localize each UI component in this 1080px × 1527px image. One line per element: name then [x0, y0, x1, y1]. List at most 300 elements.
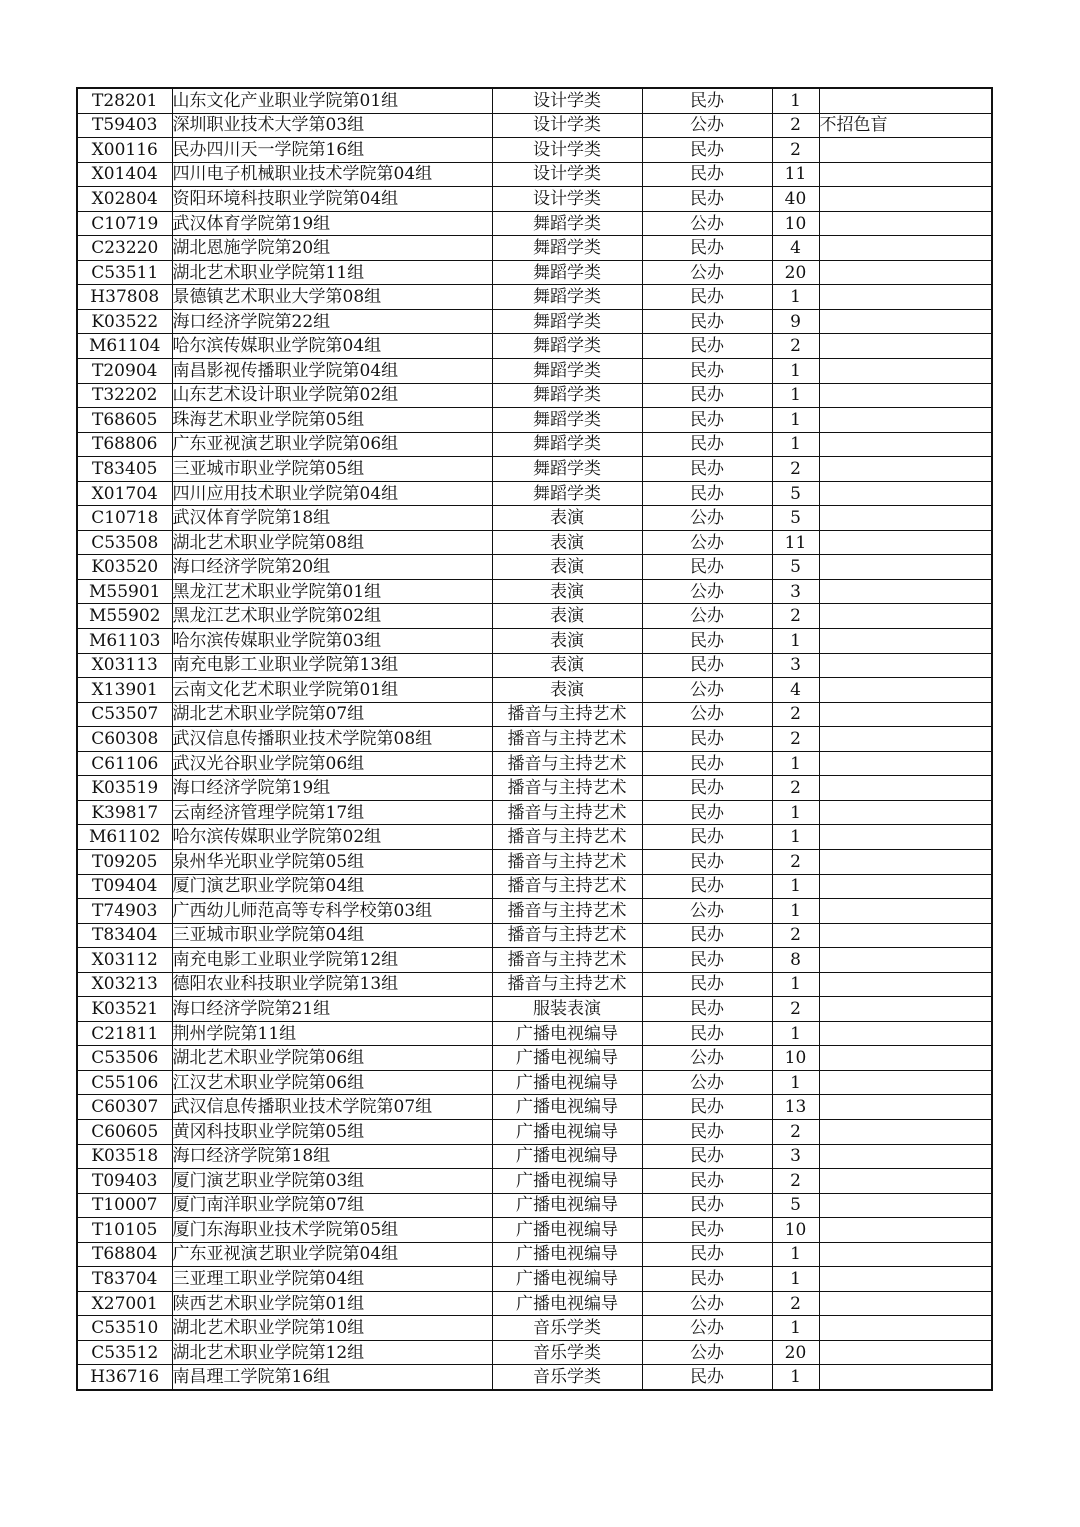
- plan-count-cell: 3: [772, 579, 819, 604]
- school-type-cell: 民办: [642, 1169, 772, 1194]
- school-group-cell: 南昌理工学院第16组: [172, 1365, 492, 1390]
- school-group-cell: 湖北恩施学院第20组: [172, 236, 492, 261]
- group-code-cell: C10718: [77, 506, 172, 531]
- school-group-cell: 武汉信息传播职业技术学院第08组: [172, 727, 492, 752]
- major-category-cell: 舞蹈学类: [492, 260, 642, 285]
- enrollment-table: [76, 87, 993, 1391]
- plan-count-cell: 5: [772, 481, 819, 506]
- school-group-cell: 民办四川天一学院第16组: [172, 138, 492, 163]
- remark-cell: [819, 285, 992, 310]
- school-group-cell: 武汉体育学院第18组: [172, 506, 492, 531]
- table-row: [77, 334, 992, 359]
- plan-count-cell: 5: [772, 1193, 819, 1218]
- major-category-cell: 播音与主持艺术: [492, 874, 642, 899]
- remark-cell: [819, 776, 992, 801]
- table-row: [77, 530, 992, 555]
- group-code-cell: T10007: [77, 1193, 172, 1218]
- school-type-cell: 民办: [642, 162, 772, 187]
- table-row: [77, 138, 992, 163]
- school-type-cell: 民办: [642, 138, 772, 163]
- school-group-cell: 云南经济管理学院第17组: [172, 800, 492, 825]
- school-group-cell: 资阳环境科技职业学院第04组: [172, 187, 492, 212]
- table-row: [77, 88, 992, 113]
- plan-count-cell: 10: [772, 211, 819, 236]
- remark-cell: [819, 604, 992, 629]
- table-row: [77, 923, 992, 948]
- remark-cell: [819, 506, 992, 531]
- major-category-cell: 表演: [492, 604, 642, 629]
- plan-count-cell: 1: [772, 432, 819, 457]
- plan-count-cell: 2: [772, 702, 819, 727]
- group-code-cell: T32202: [77, 383, 172, 408]
- group-code-cell: X03113: [77, 653, 172, 678]
- table-row: [77, 874, 992, 899]
- group-code-cell: K03518: [77, 1144, 172, 1169]
- school-type-cell: 民办: [642, 825, 772, 850]
- major-category-cell: 舞蹈学类: [492, 408, 642, 433]
- plan-count-cell: 2: [772, 923, 819, 948]
- school-type-cell: 公办: [642, 678, 772, 703]
- remark-cell: [819, 678, 992, 703]
- major-category-cell: 表演: [492, 653, 642, 678]
- table-row: [77, 972, 992, 997]
- remark-cell: [819, 899, 992, 924]
- school-group-cell: 四川电子机械职业技术学院第04组: [172, 162, 492, 187]
- school-group-cell: 江汉艺术职业学院第06组: [172, 1070, 492, 1095]
- group-code-cell: X13901: [77, 678, 172, 703]
- group-code-cell: C21811: [77, 1021, 172, 1046]
- plan-count-cell: 1: [772, 825, 819, 850]
- school-type-cell: 民办: [642, 309, 772, 334]
- major-category-cell: 广播电视编导: [492, 1193, 642, 1218]
- school-group-cell: 厦门演艺职业学院第03组: [172, 1169, 492, 1194]
- group-code-cell: C53511: [77, 260, 172, 285]
- group-code-cell: K03521: [77, 997, 172, 1022]
- plan-count-cell: 10: [772, 1046, 819, 1071]
- table-row: [77, 1193, 992, 1218]
- school-group-cell: 黑龙江艺术职业学院第01组: [172, 579, 492, 604]
- major-category-cell: 音乐学类: [492, 1365, 642, 1390]
- group-code-cell: C61106: [77, 751, 172, 776]
- school-type-cell: 民办: [642, 1021, 772, 1046]
- table-row: [77, 1095, 992, 1120]
- school-group-cell: 山东艺术设计职业学院第02组: [172, 383, 492, 408]
- school-type-cell: 公办: [642, 702, 772, 727]
- school-group-cell: 厦门东海职业技术学院第05组: [172, 1218, 492, 1243]
- major-category-cell: 播音与主持艺术: [492, 702, 642, 727]
- table-row: [77, 579, 992, 604]
- major-category-cell: 播音与主持艺术: [492, 849, 642, 874]
- remark-cell: [819, 1291, 992, 1316]
- major-category-cell: 播音与主持艺术: [492, 972, 642, 997]
- school-group-cell: 陕西艺术职业学院第01组: [172, 1291, 492, 1316]
- table-row: [77, 359, 992, 384]
- school-group-cell: 湖北艺术职业学院第07组: [172, 702, 492, 727]
- remark-cell: [819, 1193, 992, 1218]
- plan-count-cell: 40: [772, 187, 819, 212]
- school-type-cell: 民办: [642, 972, 772, 997]
- major-category-cell: 服装表演: [492, 997, 642, 1022]
- group-code-cell: M61103: [77, 629, 172, 654]
- major-category-cell: 舞蹈学类: [492, 481, 642, 506]
- group-code-cell: M55902: [77, 604, 172, 629]
- school-group-cell: 广东亚视演艺职业学院第06组: [172, 432, 492, 457]
- school-group-cell: 三亚城市职业学院第05组: [172, 457, 492, 482]
- remark-cell: [819, 727, 992, 752]
- remark-cell: [819, 948, 992, 973]
- plan-count-cell: 9: [772, 309, 819, 334]
- school-type-cell: 民办: [642, 285, 772, 310]
- school-type-cell: 民办: [642, 187, 772, 212]
- plan-count-cell: 2: [772, 604, 819, 629]
- school-type-cell: 公办: [642, 1291, 772, 1316]
- plan-count-cell: 1: [772, 383, 819, 408]
- major-category-cell: 舞蹈学类: [492, 309, 642, 334]
- plan-count-cell: 2: [772, 997, 819, 1022]
- group-code-cell: T10105: [77, 1218, 172, 1243]
- group-code-cell: X03213: [77, 972, 172, 997]
- major-category-cell: 舞蹈学类: [492, 285, 642, 310]
- remark-cell: [819, 1169, 992, 1194]
- plan-count-cell: 1: [772, 88, 819, 113]
- plan-count-cell: 2: [772, 1291, 819, 1316]
- group-code-cell: C60307: [77, 1095, 172, 1120]
- major-category-cell: 播音与主持艺术: [492, 751, 642, 776]
- school-group-cell: 景德镇艺术职业大学第08组: [172, 285, 492, 310]
- remark-cell: [819, 383, 992, 408]
- table-row: [77, 702, 992, 727]
- table-row: [77, 236, 992, 261]
- group-code-cell: T74903: [77, 899, 172, 924]
- school-type-cell: 民办: [642, 1218, 772, 1243]
- table-row: [77, 211, 992, 236]
- school-group-cell: 南充电影工业职业学院第13组: [172, 653, 492, 678]
- school-group-cell: 哈尔滨传媒职业学院第02组: [172, 825, 492, 850]
- plan-count-cell: 1: [772, 1365, 819, 1390]
- school-type-cell: 民办: [642, 359, 772, 384]
- remark-cell: [819, 849, 992, 874]
- major-category-cell: 舞蹈学类: [492, 236, 642, 261]
- table-row: [77, 1365, 992, 1390]
- table-row: [77, 1316, 992, 1341]
- group-code-cell: M55901: [77, 579, 172, 604]
- group-code-cell: T83405: [77, 457, 172, 482]
- remark-cell: [819, 555, 992, 580]
- table-row: [77, 800, 992, 825]
- table-row: [77, 604, 992, 629]
- remark-cell: [819, 629, 992, 654]
- major-category-cell: 表演: [492, 579, 642, 604]
- major-category-cell: 播音与主持艺术: [492, 899, 642, 924]
- group-code-cell: T83404: [77, 923, 172, 948]
- plan-count-cell: 2: [772, 457, 819, 482]
- remark-cell: [819, 359, 992, 384]
- remark-cell: [819, 1144, 992, 1169]
- plan-count-cell: 1: [772, 972, 819, 997]
- table-row: [77, 1218, 992, 1243]
- school-type-cell: 公办: [642, 1070, 772, 1095]
- group-code-cell: T68806: [77, 432, 172, 457]
- school-group-cell: 珠海艺术职业学院第05组: [172, 408, 492, 433]
- major-category-cell: 广播电视编导: [492, 1291, 642, 1316]
- remark-cell: [819, 138, 992, 163]
- school-type-cell: 公办: [642, 1340, 772, 1365]
- school-group-cell: 湖北艺术职业学院第08组: [172, 530, 492, 555]
- school-group-cell: 山东文化产业职业学院第01组: [172, 88, 492, 113]
- group-code-cell: K03519: [77, 776, 172, 801]
- major-category-cell: 舞蹈学类: [492, 211, 642, 236]
- plan-count-cell: 1: [772, 1021, 819, 1046]
- school-type-cell: 民办: [642, 383, 772, 408]
- remark-cell: [819, 334, 992, 359]
- school-type-cell: 公办: [642, 260, 772, 285]
- school-type-cell: 民办: [642, 800, 772, 825]
- remark-cell: [819, 825, 992, 850]
- plan-count-cell: 2: [772, 776, 819, 801]
- plan-count-cell: 3: [772, 1144, 819, 1169]
- group-code-cell: T68605: [77, 408, 172, 433]
- table-row: [77, 1046, 992, 1071]
- major-category-cell: 舞蹈学类: [492, 432, 642, 457]
- group-code-cell: M61102: [77, 825, 172, 850]
- remark-cell: [819, 88, 992, 113]
- remark-cell: [819, 923, 992, 948]
- major-category-cell: 广播电视编导: [492, 1144, 642, 1169]
- school-group-cell: 海口经济学院第21组: [172, 997, 492, 1022]
- remark-cell: [819, 211, 992, 236]
- remark-cell: [819, 530, 992, 555]
- school-type-cell: 民办: [642, 776, 772, 801]
- remark-cell: [819, 1046, 992, 1071]
- remark-cell: [819, 1242, 992, 1267]
- group-code-cell: C23220: [77, 236, 172, 261]
- school-group-cell: 武汉光谷职业学院第06组: [172, 751, 492, 776]
- plan-count-cell: 1: [772, 1267, 819, 1292]
- table-row: [77, 1340, 992, 1365]
- school-group-cell: 海口经济学院第19组: [172, 776, 492, 801]
- plan-count-cell: 1: [772, 800, 819, 825]
- major-category-cell: 播音与主持艺术: [492, 825, 642, 850]
- major-category-cell: 播音与主持艺术: [492, 800, 642, 825]
- remark-cell: [819, 874, 992, 899]
- table-row: [77, 1267, 992, 1292]
- major-category-cell: 表演: [492, 629, 642, 654]
- table-row: [77, 1070, 992, 1095]
- plan-count-cell: 11: [772, 530, 819, 555]
- school-type-cell: 民办: [642, 88, 772, 113]
- plan-count-cell: 11: [772, 162, 819, 187]
- school-type-cell: 民办: [642, 1193, 772, 1218]
- school-type-cell: 民办: [642, 1365, 772, 1390]
- table-row: [77, 629, 992, 654]
- group-code-cell: C53506: [77, 1046, 172, 1071]
- group-code-cell: X01404: [77, 162, 172, 187]
- major-category-cell: 广播电视编导: [492, 1070, 642, 1095]
- remark-cell: [819, 1021, 992, 1046]
- school-group-cell: 云南文化艺术职业学院第01组: [172, 678, 492, 703]
- school-group-cell: 黄冈科技职业学院第05组: [172, 1119, 492, 1144]
- group-code-cell: K03520: [77, 555, 172, 580]
- plan-count-cell: 1: [772, 874, 819, 899]
- school-group-cell: 厦门演艺职业学院第04组: [172, 874, 492, 899]
- remark-cell: [819, 408, 992, 433]
- group-code-cell: K03522: [77, 309, 172, 334]
- table-row: [77, 849, 992, 874]
- group-code-cell: T59403: [77, 113, 172, 138]
- remark-cell: [819, 187, 992, 212]
- major-category-cell: 设计学类: [492, 113, 642, 138]
- school-type-cell: 公办: [642, 530, 772, 555]
- table-row: [77, 825, 992, 850]
- remark-cell: [819, 162, 992, 187]
- school-group-cell: 荆州学院第11组: [172, 1021, 492, 1046]
- plan-count-cell: 1: [772, 1242, 819, 1267]
- school-group-cell: 武汉体育学院第19组: [172, 211, 492, 236]
- school-type-cell: 民办: [642, 997, 772, 1022]
- school-type-cell: 民办: [642, 555, 772, 580]
- group-code-cell: X27001: [77, 1291, 172, 1316]
- table-row: [77, 432, 992, 457]
- table-row: [77, 1144, 992, 1169]
- school-type-cell: 公办: [642, 899, 772, 924]
- plan-count-cell: 8: [772, 948, 819, 973]
- school-type-cell: 民办: [642, 1095, 772, 1120]
- group-code-cell: C55106: [77, 1070, 172, 1095]
- group-code-cell: X01704: [77, 481, 172, 506]
- table-row: [77, 776, 992, 801]
- remark-cell: [819, 1218, 992, 1243]
- school-type-cell: 民办: [642, 1242, 772, 1267]
- major-category-cell: 广播电视编导: [492, 1218, 642, 1243]
- remark-cell: [819, 997, 992, 1022]
- major-category-cell: 设计学类: [492, 138, 642, 163]
- table-row: [77, 727, 992, 752]
- plan-count-cell: 2: [772, 727, 819, 752]
- plan-count-cell: 1: [772, 1070, 819, 1095]
- school-type-cell: 公办: [642, 506, 772, 531]
- major-category-cell: 舞蹈学类: [492, 334, 642, 359]
- remark-cell: [819, 1267, 992, 1292]
- plan-count-cell: 2: [772, 334, 819, 359]
- major-category-cell: 舞蹈学类: [492, 383, 642, 408]
- major-category-cell: 表演: [492, 678, 642, 703]
- school-type-cell: 民办: [642, 457, 772, 482]
- remark-cell: [819, 236, 992, 261]
- plan-count-cell: 1: [772, 285, 819, 310]
- table-row: [77, 408, 992, 433]
- major-category-cell: 播音与主持艺术: [492, 948, 642, 973]
- school-group-cell: 四川应用技术职业学院第04组: [172, 481, 492, 506]
- plan-count-cell: 3: [772, 653, 819, 678]
- remark-cell: [819, 579, 992, 604]
- school-group-cell: 南昌影视传播职业学院第04组: [172, 359, 492, 384]
- school-type-cell: 民办: [642, 874, 772, 899]
- plan-count-cell: 1: [772, 899, 819, 924]
- table-row: [77, 1242, 992, 1267]
- major-category-cell: 广播电视编导: [492, 1242, 642, 1267]
- table-row: [77, 1169, 992, 1194]
- major-category-cell: 音乐学类: [492, 1340, 642, 1365]
- remark-cell: 不招色盲: [819, 113, 992, 138]
- table-row: [77, 899, 992, 924]
- remark-cell: [819, 702, 992, 727]
- group-code-cell: X02804: [77, 187, 172, 212]
- school-group-cell: 海口经济学院第22组: [172, 309, 492, 334]
- group-code-cell: X00116: [77, 138, 172, 163]
- group-code-cell: C53510: [77, 1316, 172, 1341]
- school-group-cell: 湖北艺术职业学院第10组: [172, 1316, 492, 1341]
- group-code-cell: T09205: [77, 849, 172, 874]
- school-type-cell: 民办: [642, 236, 772, 261]
- school-type-cell: 民办: [642, 849, 772, 874]
- school-group-cell: 南充电影工业职业学院第12组: [172, 948, 492, 973]
- school-type-cell: 民办: [642, 751, 772, 776]
- major-category-cell: 广播电视编导: [492, 1169, 642, 1194]
- major-category-cell: 音乐学类: [492, 1316, 642, 1341]
- school-group-cell: 武汉信息传播职业技术学院第07组: [172, 1095, 492, 1120]
- remark-cell: [819, 1340, 992, 1365]
- group-code-cell: T83704: [77, 1267, 172, 1292]
- plan-count-cell: 5: [772, 506, 819, 531]
- plan-count-cell: 10: [772, 1218, 819, 1243]
- table-row: [77, 187, 992, 212]
- plan-count-cell: 20: [772, 1340, 819, 1365]
- school-group-cell: 广东亚视演艺职业学院第04组: [172, 1242, 492, 1267]
- table-row: [77, 285, 992, 310]
- school-group-cell: 湖北艺术职业学院第12组: [172, 1340, 492, 1365]
- school-type-cell: 民办: [642, 923, 772, 948]
- table-row: [77, 309, 992, 334]
- school-type-cell: 民办: [642, 653, 772, 678]
- remark-cell: [819, 1095, 992, 1120]
- school-type-cell: 公办: [642, 604, 772, 629]
- school-type-cell: 公办: [642, 211, 772, 236]
- remark-cell: [819, 1365, 992, 1390]
- table-row: [77, 162, 992, 187]
- school-type-cell: 民办: [642, 408, 772, 433]
- group-code-cell: H36716: [77, 1365, 172, 1390]
- school-group-cell: 海口经济学院第20组: [172, 555, 492, 580]
- plan-count-cell: 1: [772, 629, 819, 654]
- plan-count-cell: 1: [772, 751, 819, 776]
- remark-cell: [819, 1119, 992, 1144]
- plan-count-cell: 2: [772, 849, 819, 874]
- plan-count-cell: 1: [772, 408, 819, 433]
- major-category-cell: 播音与主持艺术: [492, 776, 642, 801]
- plan-count-cell: 4: [772, 236, 819, 261]
- group-code-cell: T09403: [77, 1169, 172, 1194]
- group-code-cell: X03112: [77, 948, 172, 973]
- major-category-cell: 设计学类: [492, 88, 642, 113]
- remark-cell: [819, 432, 992, 457]
- school-type-cell: 公办: [642, 1046, 772, 1071]
- school-type-cell: 公办: [642, 1316, 772, 1341]
- group-code-cell: C10719: [77, 211, 172, 236]
- group-code-cell: C60605: [77, 1119, 172, 1144]
- table-row: [77, 457, 992, 482]
- school-type-cell: 民办: [642, 432, 772, 457]
- school-type-cell: 民办: [642, 1144, 772, 1169]
- plan-count-cell: 13: [772, 1095, 819, 1120]
- remark-cell: [819, 260, 992, 285]
- group-code-cell: C53507: [77, 702, 172, 727]
- major-category-cell: 表演: [492, 555, 642, 580]
- major-category-cell: 表演: [492, 530, 642, 555]
- major-category-cell: 广播电视编导: [492, 1021, 642, 1046]
- school-type-cell: 民办: [642, 1267, 772, 1292]
- table-row: [77, 1021, 992, 1046]
- remark-cell: [819, 800, 992, 825]
